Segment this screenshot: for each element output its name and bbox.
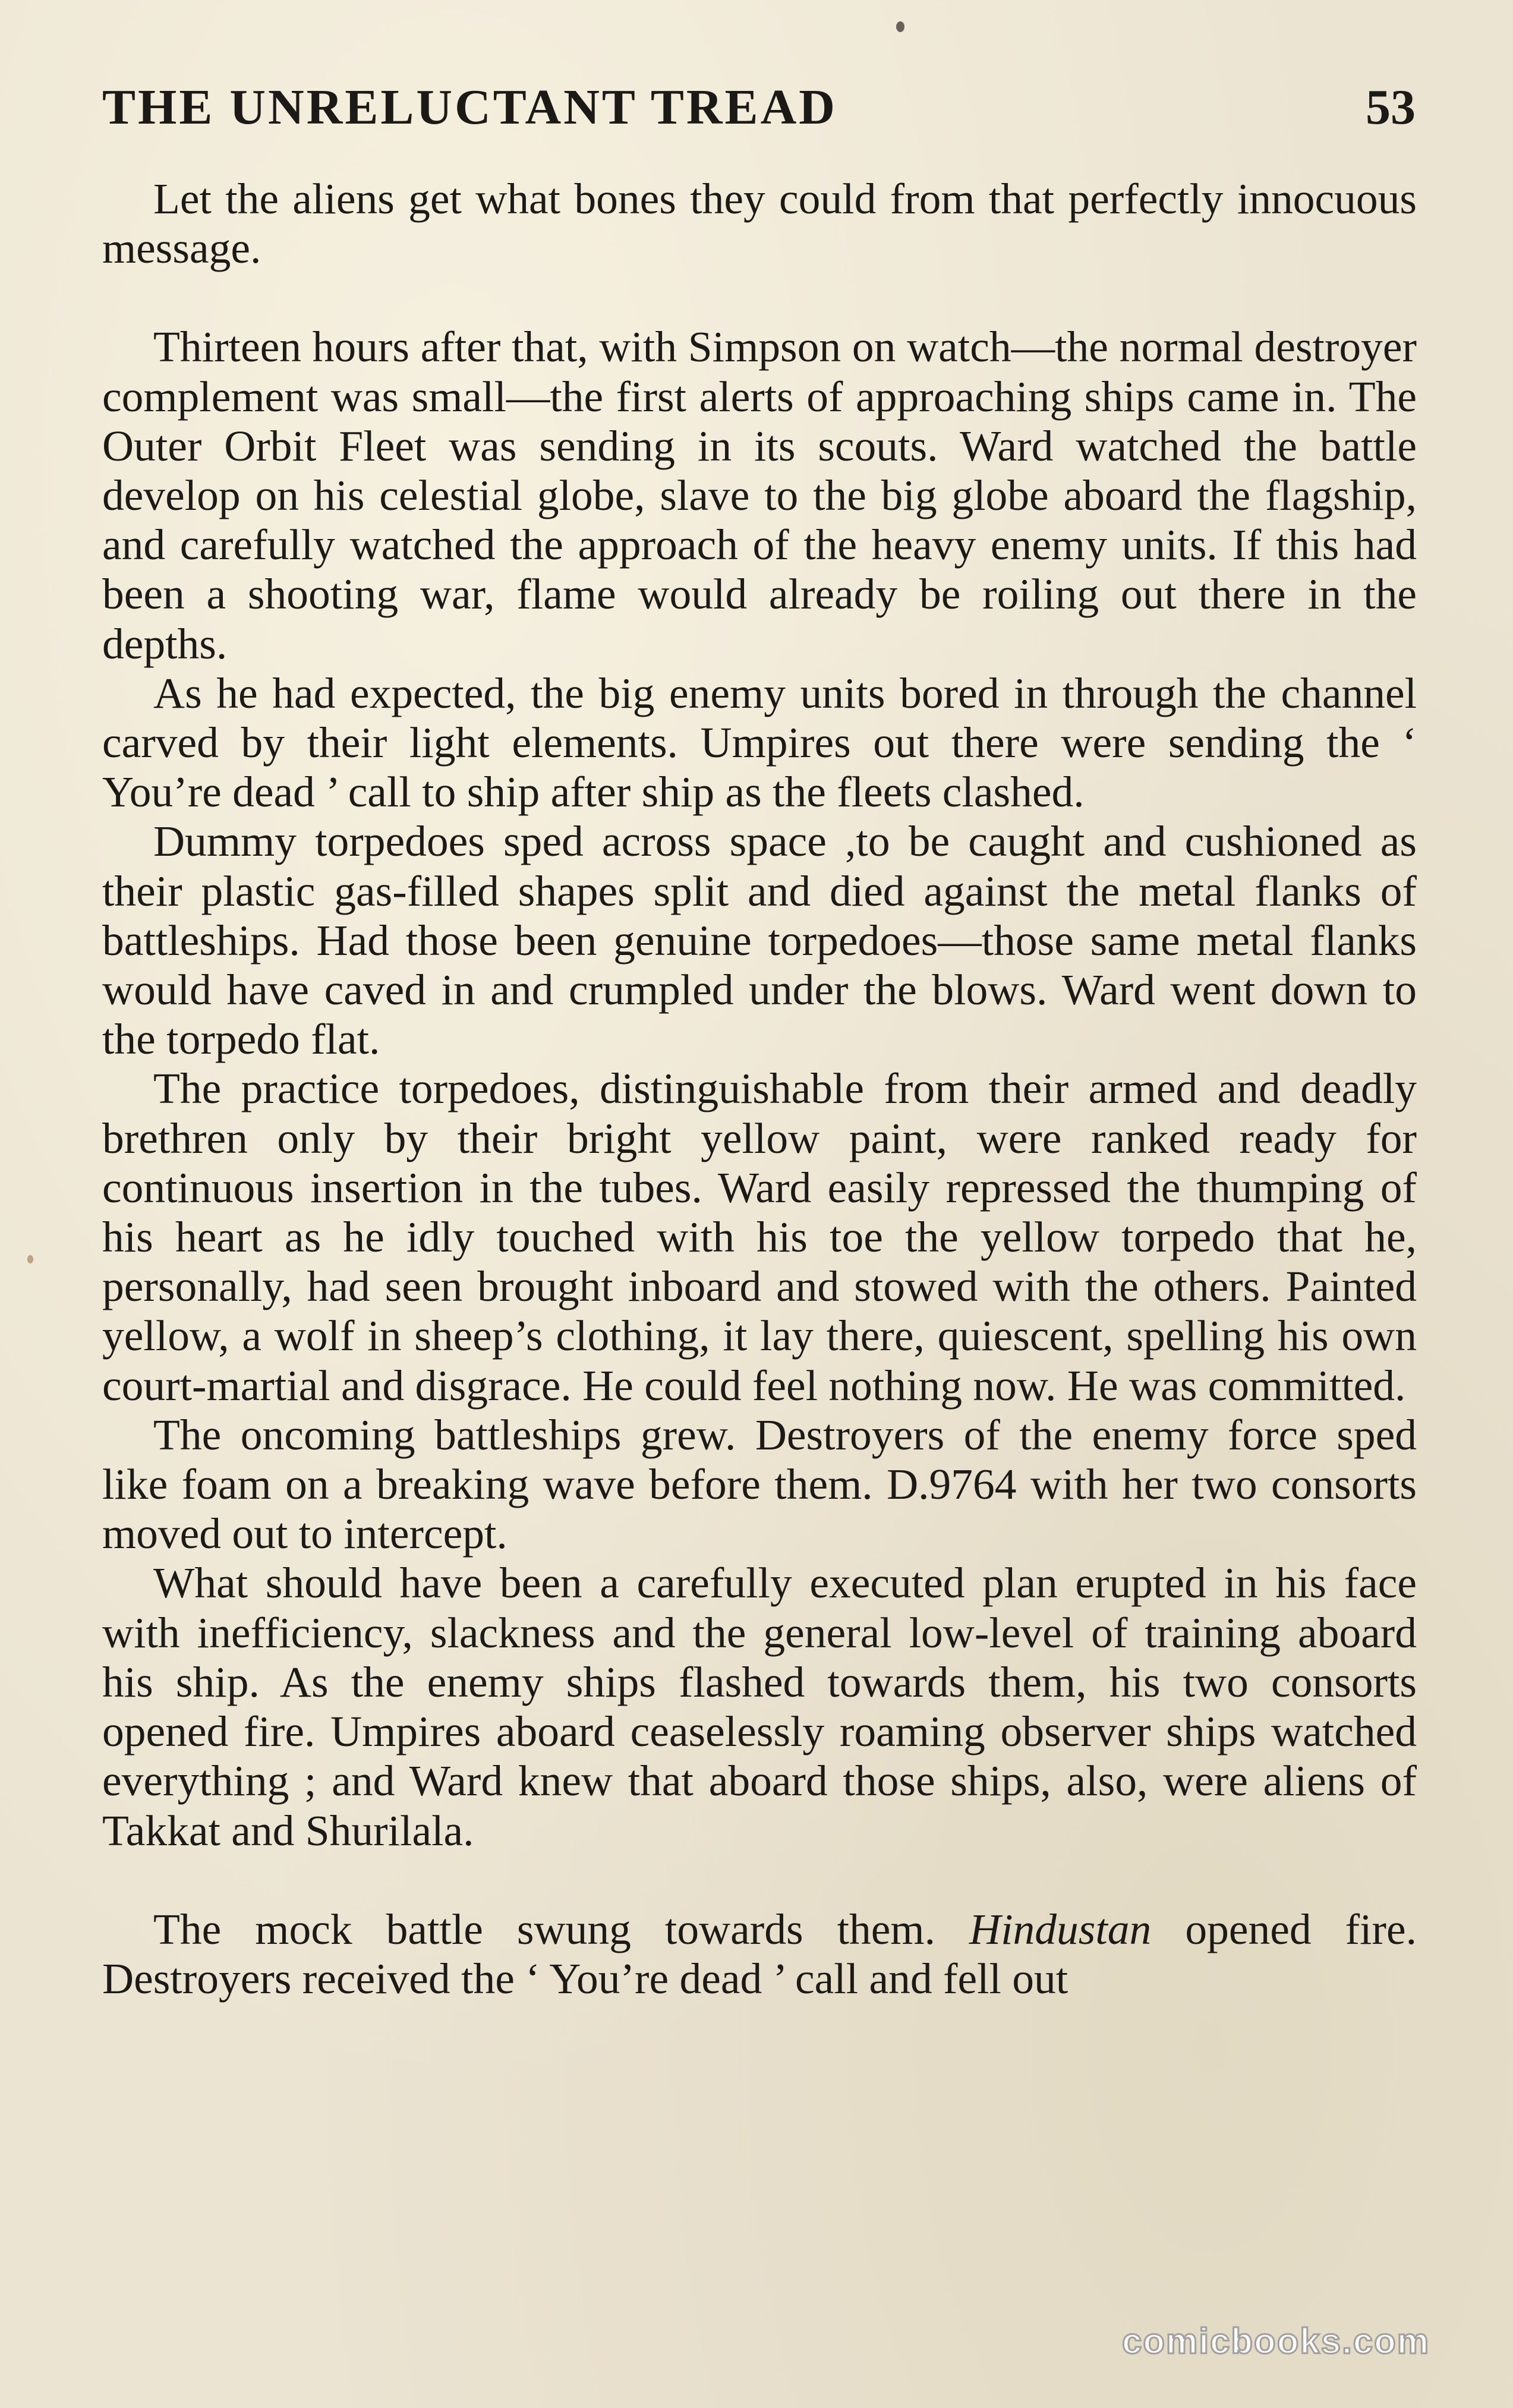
paragraph-7: What should have been a carefully executed plan erupted in his face with inefficiency, slackness and the general low-level of training aboard his ship. As the enemy ships flashed towards them, his two consorts opened fire. Umpires aboard ceaselessly roaming observer ships watched everything ; and Ward knew that aboard those ships, also, were aliens of Takkat and Shurilala. bbox=[102, 1559, 1417, 1855]
ship-name: Hindustan bbox=[969, 1905, 1152, 1953]
paragraph-1: Let the aliens get what bones they could from that perfectly innocuous message. bbox=[102, 175, 1417, 273]
page-header bbox=[102, 75, 1416, 140]
paragraph-2: Thirteen hours after that, with Simpson on watch—the normal destroyer complement was small—the first alerts of approaching ships came in. The Outer Orbit Fleet was sending in its scouts. Ward watched the battle develop on his celestial globe, slave to the big globe aboard the flagship, and carefully watched the approach of the heavy enemy units. If this had been a shooting war, flame would already be roiling out there in the depths. bbox=[102, 323, 1417, 668]
paragraph-5: The practice torpedoes, distinguishable from their armed and deadly brethren only by their bright yellow paint, were ranked ready for continuous insertion in the tubes. Ward easily repressed the thumping of his heart as he idly touched with his toe the yellow torpedo that he, personally, had seen brought inboard and stowed with the others. Painted yellow, a wolf in sheep’s clothing, it lay there, quiescent, spelling his own court-martial and disgrace. He could feel nothing now. He was committed. bbox=[102, 1064, 1417, 1410]
body-text bbox=[102, 174, 1417, 2003]
paper-speck bbox=[27, 1255, 33, 1263]
watermark: comicbooks.com bbox=[1122, 2321, 1430, 2361]
paragraph-8-start: The mock battle swung towards them. bbox=[153, 1905, 970, 1953]
paragraph-8-end: opened fire. Destroyers received the ‘ You’re dead ’ call and fell out bbox=[102, 1905, 1417, 2003]
paragraph-4: Dummy torpedoes sped across space ,to be caught and cushioned as their plastic gas-filled shapes split and died against the metal flanks of battleships. Had those been genuine torpedoes—those same metal flanks would have caved in and crumpled under the blows. Ward went down to the torpedo flat. bbox=[102, 817, 1417, 1064]
page-number: 53 bbox=[1366, 80, 1416, 135]
paragraph-3: As he had expected, the big enemy units bored in through the channel carved by their light elements. Umpires out there were sending the ‘ You’re dead ’ call to ship after ship as the fleets clashed. bbox=[102, 669, 1417, 817]
running-title: THE UNRELUCTANT TREAD bbox=[102, 80, 837, 135]
print-dot bbox=[896, 21, 904, 32]
paragraph-6: The oncoming battleships grew. Destroyers of the enemy force sped like foam on a breaking wave before them. D.9764 with her two consorts moved out to intercept. bbox=[102, 1410, 1417, 1558]
paragraph-8 bbox=[102, 1905, 1417, 2003]
